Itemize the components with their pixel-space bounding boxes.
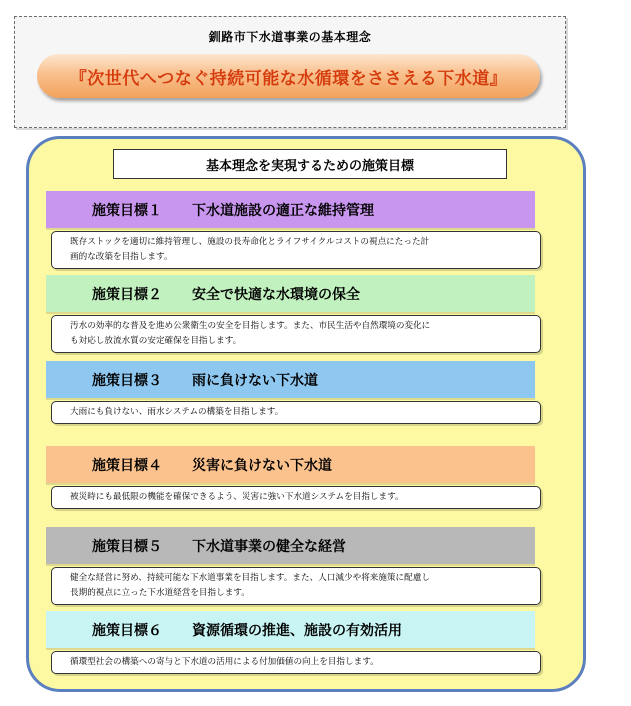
goal-5-title: 下水道事業の健全な経営 xyxy=(192,538,346,555)
goal-3-description-line-1: 大雨にも負けない、雨水システムの構築を目指します。 xyxy=(70,407,284,417)
goal-3-number: 施策目標３ xyxy=(92,372,162,389)
goal-4-header xyxy=(46,446,535,483)
goal-2-description xyxy=(51,315,541,353)
goals-panel-heading: 基本理念を実現するための施策目標 xyxy=(113,149,507,179)
goal-2-header xyxy=(46,275,535,312)
goals-panel xyxy=(26,136,586,692)
goal-2-description-line-2: も対応し放流水質の安定確保を目指します。 xyxy=(70,336,242,346)
goal-6-description xyxy=(51,651,541,674)
goal-5-description xyxy=(51,567,541,605)
goal-5-description-line-2: 長期的視点に立った下水道経営を目指します。 xyxy=(70,588,250,598)
philosophy-box xyxy=(14,16,566,128)
goal-1-title: 下水道施設の適正な維持管理 xyxy=(192,202,374,219)
goal-6-header xyxy=(46,611,535,648)
goal-2-description-line-1: 汚水の効率的な普及を進め公衆衛生の安全を目指します。また、市民生活や自然環境の変化に xyxy=(70,321,431,331)
goal-4-title: 災害に負けない下水道 xyxy=(192,457,332,474)
goal-5-number: 施策目標５ xyxy=(92,538,162,555)
goal-5-description-line-1: 健全な経営に努め、持続可能な下水道事業を目指します。また、人口減少や将来施策に配慮し xyxy=(70,573,430,583)
goal-3-title: 雨に負けない下水道 xyxy=(192,372,318,389)
goal-1-header xyxy=(46,191,535,228)
goal-6-description-line-1: 循環型社会の構築への寄与と下水道の活用による付加価値の向上を目指します。 xyxy=(70,657,379,667)
goal-2-number: 施策目標２ xyxy=(92,286,162,303)
goal-1-number: 施策目標１ xyxy=(92,202,162,219)
goal-4-description xyxy=(51,486,541,509)
goal-2-title: 安全で快適な水環境の保全 xyxy=(192,286,360,303)
goal-3-description xyxy=(51,401,541,424)
philosophy-slogan: 『次世代へつなぐ持続可能な水循環をささえる下水道』 xyxy=(37,54,540,98)
goal-1-description-line-2: 画的な改築を目指します。 xyxy=(70,252,173,262)
goal-6-title: 資源循環の推進、施設の有効活用 xyxy=(192,622,402,639)
goal-5-header xyxy=(46,527,535,564)
goal-1-description-line-1: 既存ストックを適切に維持管理し、施設の長寿命化とライフサイクルコストの視点にたった計 xyxy=(70,237,430,247)
goal-6-number: 施策目標６ xyxy=(92,622,162,639)
goal-3-header xyxy=(46,361,535,398)
philosophy-heading: 釧路市下水道事業の基本理念 xyxy=(208,30,372,44)
goal-1-description xyxy=(51,231,541,269)
goal-4-description-line-1: 被災時にも最低限の機能を確保できるよう、災害に強い下水道システムを目指します。 xyxy=(70,492,404,502)
goal-4-number: 施策目標４ xyxy=(92,457,162,474)
